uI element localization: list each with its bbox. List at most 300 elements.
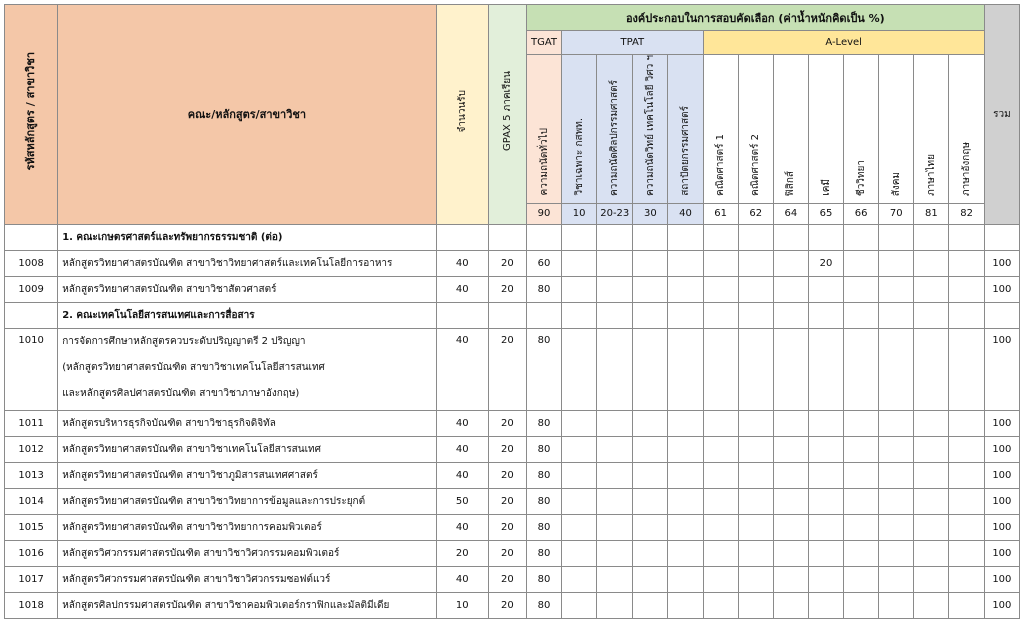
subject-header-7 <box>738 55 773 204</box>
program-name: หลักสูตรศิลปกรรมศาสตรบัณฑิต สาขาวิชาคอมพิวเตอร์กราฟิกและมัลติมีเดีย <box>58 592 436 618</box>
total-weight: 100 <box>984 410 1019 436</box>
subject-header-8 <box>773 55 808 204</box>
score-weight <box>773 566 808 592</box>
gpax-weight: 20 <box>488 540 526 566</box>
table-row <box>5 514 1020 540</box>
score-weight <box>668 514 703 540</box>
gpax-column-header <box>488 5 526 225</box>
total-weight: 100 <box>984 514 1019 540</box>
score-weight <box>668 462 703 488</box>
subject-code-2: 10 <box>562 203 597 224</box>
score-weight <box>808 436 843 462</box>
admission-count: 40 <box>436 328 488 410</box>
score-weight <box>562 514 597 540</box>
program-name: หลักสูตรวิทยาศาสตรบัณฑิต สาขาวิชาวิทยาการข้อมูลและการประยุกต์ <box>58 488 436 514</box>
total-weight: 100 <box>984 276 1019 302</box>
table-row <box>5 462 1020 488</box>
score-weight <box>949 514 984 540</box>
score-weight <box>844 276 879 302</box>
score-weight <box>773 250 808 276</box>
subject-label: ภาษาไทย <box>925 154 937 196</box>
subject-label: คณิตศาสตร์ 1 <box>715 134 727 196</box>
section-code-cell <box>5 224 58 250</box>
section-empty-cell <box>488 302 526 328</box>
subject-header-13 <box>949 55 984 204</box>
score-weight <box>668 566 703 592</box>
score-weight <box>738 410 773 436</box>
subject-label: เคมี <box>820 179 832 196</box>
total-weight: 100 <box>984 566 1019 592</box>
score-weight <box>773 436 808 462</box>
count-header-label: จำนวนรับ <box>456 89 468 133</box>
score-weight <box>773 540 808 566</box>
score-weight <box>597 250 633 276</box>
program-code: 1009 <box>5 276 58 302</box>
score-weight <box>914 514 949 540</box>
score-weight <box>879 436 914 462</box>
score-weight <box>879 488 914 514</box>
program-code: 1012 <box>5 436 58 462</box>
section-empty-cell <box>879 302 914 328</box>
subject-label: วิชาเฉพาะ กสพท. <box>573 118 585 196</box>
score-weight <box>633 514 668 540</box>
program-name: หลักสูตรวิศวกรรมศาสตรบัณฑิต สาขาวิชาวิศวกรรมซอฟต์แวร์ <box>58 566 436 592</box>
section-code-cell <box>5 302 58 328</box>
section-empty-cell <box>597 302 633 328</box>
score-weight <box>597 566 633 592</box>
score-weight <box>808 410 843 436</box>
subject-label: ความถนัดทั่วไป <box>538 128 550 196</box>
subject-code-10: 66 <box>844 203 879 224</box>
program-name <box>58 328 436 410</box>
section-empty-cell <box>844 302 879 328</box>
score-weight <box>773 514 808 540</box>
score-weight <box>703 462 738 488</box>
subject-header-1 <box>526 55 561 204</box>
score-weight: 80 <box>526 410 561 436</box>
score-weight <box>914 488 949 514</box>
score-weight <box>633 592 668 618</box>
total-weight: 100 <box>984 540 1019 566</box>
program-code: 1010 <box>5 328 58 410</box>
score-weight <box>808 566 843 592</box>
gpax-weight: 20 <box>488 592 526 618</box>
score-weight <box>562 462 597 488</box>
section-empty-cell <box>668 224 703 250</box>
score-weight <box>949 410 984 436</box>
score-weight <box>668 328 703 410</box>
score-weight <box>808 276 843 302</box>
score-weight <box>914 566 949 592</box>
section-empty-cell <box>633 224 668 250</box>
subject-header-6 <box>703 55 738 204</box>
gpax-weight: 20 <box>488 250 526 276</box>
program-code: 1011 <box>5 410 58 436</box>
score-weight <box>844 488 879 514</box>
score-weight <box>949 540 984 566</box>
section-empty-cell <box>773 302 808 328</box>
score-weight <box>949 566 984 592</box>
score-weight <box>633 410 668 436</box>
score-weight <box>597 540 633 566</box>
program-column-header: คณะ/หลักสูตร/สาขาวิชา <box>58 5 436 225</box>
score-weight <box>808 328 843 410</box>
score-weight <box>562 276 597 302</box>
score-weight <box>633 566 668 592</box>
program-name: หลักสูตรบริหารธุรกิจบัณฑิต สาขาวิชาธุรกิจดิจิทัล <box>58 410 436 436</box>
score-weight <box>633 436 668 462</box>
score-weight <box>562 566 597 592</box>
section-title: 1. คณะเกษตรศาสตร์และทรัพยากรธรรมชาติ (ต่อ) <box>58 224 436 250</box>
score-weight <box>808 592 843 618</box>
score-weight <box>633 488 668 514</box>
score-weight <box>914 328 949 410</box>
count-column-header <box>436 5 488 225</box>
program-code: 1018 <box>5 592 58 618</box>
table-row <box>5 436 1020 462</box>
score-weight <box>703 514 738 540</box>
score-weight <box>562 436 597 462</box>
section-empty-cell <box>984 224 1019 250</box>
subject-header-4 <box>633 55 668 204</box>
score-weight <box>668 410 703 436</box>
score-weight <box>668 250 703 276</box>
score-weight: 80 <box>526 276 561 302</box>
section-empty-cell <box>984 302 1019 328</box>
admission-count: 10 <box>436 592 488 618</box>
section-row <box>5 224 1020 250</box>
score-weight <box>844 592 879 618</box>
admission-count: 40 <box>436 436 488 462</box>
score-weight <box>844 462 879 488</box>
total-weight: 100 <box>984 592 1019 618</box>
subject-code-11: 70 <box>879 203 914 224</box>
score-weight <box>633 540 668 566</box>
score-weight <box>738 566 773 592</box>
score-weight <box>808 462 843 488</box>
score-weight <box>738 488 773 514</box>
score-weight: 80 <box>526 328 561 410</box>
section-empty-cell <box>526 302 561 328</box>
admission-table <box>4 4 1020 619</box>
admission-count: 20 <box>436 540 488 566</box>
score-weight <box>703 540 738 566</box>
section-empty-cell <box>633 302 668 328</box>
subject-code-13: 82 <box>949 203 984 224</box>
admission-count: 40 <box>436 410 488 436</box>
section-empty-cell <box>738 302 773 328</box>
table-row <box>5 250 1020 276</box>
score-weight <box>703 276 738 302</box>
gpax-weight: 20 <box>488 328 526 410</box>
section-empty-cell <box>773 224 808 250</box>
alevel-group-header: A-Level <box>703 31 984 55</box>
subject-label: สถาปัตยกรรมศาสตร์ <box>680 106 691 196</box>
subject-code-1: 90 <box>526 203 561 224</box>
table-row <box>5 276 1020 302</box>
score-weight <box>703 592 738 618</box>
score-weight <box>703 410 738 436</box>
subject-code-12: 81 <box>914 203 949 224</box>
subject-code-3: 20-23 <box>597 203 633 224</box>
score-weight <box>703 488 738 514</box>
score-weight <box>844 540 879 566</box>
total-weight: 100 <box>984 488 1019 514</box>
code-column-header <box>5 5 58 225</box>
score-weight <box>914 250 949 276</box>
score-weight <box>808 488 843 514</box>
score-weight <box>738 514 773 540</box>
score-weight <box>879 410 914 436</box>
score-weight <box>633 328 668 410</box>
score-weight <box>738 276 773 302</box>
program-name: หลักสูตรวิทยาศาสตรบัณฑิต สาขาวิชาวิทยาศาสตร์และเทคโนโลยีการอาหาร <box>58 250 436 276</box>
section-empty-cell <box>914 224 949 250</box>
subject-header-5 <box>668 55 703 204</box>
score-weight <box>949 488 984 514</box>
score-weight <box>633 462 668 488</box>
table-row <box>5 328 1020 410</box>
score-weight <box>738 462 773 488</box>
total-weight: 100 <box>984 328 1019 410</box>
gpax-weight: 20 <box>488 514 526 540</box>
table-row <box>5 566 1020 592</box>
subject-code-5: 40 <box>668 203 703 224</box>
score-weight <box>703 436 738 462</box>
total-weight: 100 <box>984 250 1019 276</box>
total-column-header: รวม <box>984 5 1019 225</box>
program-code: 1016 <box>5 540 58 566</box>
section-empty-cell <box>436 224 488 250</box>
score-weight <box>949 328 984 410</box>
subject-header-10 <box>844 55 879 204</box>
score-weight <box>879 514 914 540</box>
subject-label: ความถนัดวิทย์ เทคโนโลยี วิศว ฯ <box>644 55 656 196</box>
components-header: องค์ประกอบในการสอบคัดเลือก (ค่าน้ำหนักคิดเป็น %) <box>526 5 984 31</box>
section-empty-cell <box>808 224 843 250</box>
score-weight <box>597 410 633 436</box>
score-weight <box>597 514 633 540</box>
score-weight <box>738 328 773 410</box>
admission-count: 40 <box>436 566 488 592</box>
score-weight <box>562 540 597 566</box>
score-weight <box>668 592 703 618</box>
subject-header-9 <box>808 55 843 204</box>
score-weight <box>879 540 914 566</box>
admission-count: 40 <box>436 276 488 302</box>
subject-label: คณิตศาสตร์ 2 <box>750 134 762 196</box>
score-weight <box>844 410 879 436</box>
score-weight <box>633 250 668 276</box>
score-weight: 80 <box>526 540 561 566</box>
score-weight <box>738 250 773 276</box>
tgat-group-header: TGAT <box>526 31 561 55</box>
subject-code-9: 65 <box>808 203 843 224</box>
section-empty-cell <box>844 224 879 250</box>
program-code: 1017 <box>5 566 58 592</box>
subject-label: ภาษาอังกฤษ <box>961 141 973 196</box>
score-weight <box>949 436 984 462</box>
section-empty-cell <box>879 224 914 250</box>
program-name-line: การจัดการศึกษาหลักสูตรควบระดับปริญญาตรี 2 ปริญญา <box>62 335 306 347</box>
score-weight <box>879 276 914 302</box>
code-header-label: รหัสหลักสูตร / สาขาวิชา <box>24 51 38 171</box>
score-weight <box>668 436 703 462</box>
section-empty-cell <box>436 302 488 328</box>
score-weight <box>844 250 879 276</box>
subject-header-2 <box>562 55 597 204</box>
gpax-weight: 20 <box>488 410 526 436</box>
table-row <box>5 488 1020 514</box>
score-weight <box>562 410 597 436</box>
score-weight: 80 <box>526 566 561 592</box>
score-weight <box>844 436 879 462</box>
score-weight <box>668 488 703 514</box>
subject-header-3 <box>597 55 633 204</box>
score-weight <box>844 566 879 592</box>
section-empty-cell <box>949 302 984 328</box>
program-code: 1014 <box>5 488 58 514</box>
gpax-weight: 20 <box>488 462 526 488</box>
program-code: 1013 <box>5 462 58 488</box>
section-empty-cell <box>668 302 703 328</box>
admission-count: 40 <box>436 514 488 540</box>
score-weight <box>914 592 949 618</box>
score-weight <box>597 328 633 410</box>
score-weight <box>773 410 808 436</box>
score-weight <box>914 540 949 566</box>
score-weight <box>597 276 633 302</box>
subject-header-12 <box>914 55 949 204</box>
section-empty-cell <box>562 224 597 250</box>
section-empty-cell <box>562 302 597 328</box>
score-weight <box>668 276 703 302</box>
gpax-weight: 20 <box>488 488 526 514</box>
score-weight <box>808 540 843 566</box>
admission-count: 40 <box>436 462 488 488</box>
score-weight <box>844 328 879 410</box>
program-name: หลักสูตรวิทยาศาสตรบัณฑิต สาขาวิชาสัตวศาสตร์ <box>58 276 436 302</box>
score-weight <box>879 566 914 592</box>
section-row <box>5 302 1020 328</box>
section-title: 2. คณะเทคโนโลยีสารสนเทศและการสื่อสาร <box>58 302 436 328</box>
table-row <box>5 540 1020 566</box>
program-name: หลักสูตรวิทยาศาสตรบัณฑิต สาขาวิชาเทคโนโลยีสารสนเทศ <box>58 436 436 462</box>
score-weight <box>738 540 773 566</box>
program-name-line: (หลักสูตรวิทยาศาสตรบัณฑิต สาขาวิชาเทคโนโลยีสารสนเทศ <box>62 361 325 373</box>
total-weight: 100 <box>984 436 1019 462</box>
score-weight: 80 <box>526 436 561 462</box>
score-weight <box>914 462 949 488</box>
program-code: 1008 <box>5 250 58 276</box>
program-code: 1015 <box>5 514 58 540</box>
score-weight <box>808 514 843 540</box>
table-row <box>5 410 1020 436</box>
total-weight: 100 <box>984 462 1019 488</box>
score-weight <box>597 488 633 514</box>
score-weight <box>773 276 808 302</box>
score-weight <box>562 488 597 514</box>
section-empty-cell <box>703 224 738 250</box>
score-weight: 80 <box>526 514 561 540</box>
score-weight <box>562 250 597 276</box>
score-weight <box>773 592 808 618</box>
score-weight <box>949 592 984 618</box>
score-weight <box>703 566 738 592</box>
subject-label: สังคม <box>890 171 902 196</box>
subject-code-8: 64 <box>773 203 808 224</box>
section-empty-cell <box>808 302 843 328</box>
section-empty-cell <box>526 224 561 250</box>
subject-code-4: 30 <box>633 203 668 224</box>
tpat-group-header: TPAT <box>562 31 704 55</box>
section-empty-cell <box>488 224 526 250</box>
section-empty-cell <box>914 302 949 328</box>
table-row <box>5 592 1020 618</box>
program-name: หลักสูตรวิทยาศาสตรบัณฑิต สาขาวิชาวิทยาการคอมพิวเตอร์ <box>58 514 436 540</box>
program-name-line: และหลักสูตรศิลปศาสตรบัณฑิต สาขาวิชาภาษาอังกฤษ) <box>62 387 300 399</box>
score-weight <box>562 592 597 618</box>
score-weight <box>773 462 808 488</box>
score-weight <box>879 328 914 410</box>
score-weight <box>914 276 949 302</box>
score-weight <box>668 540 703 566</box>
gpax-header-label: GPAX 5 ภาคเรียน <box>501 71 513 151</box>
score-weight <box>597 592 633 618</box>
score-weight <box>949 276 984 302</box>
section-empty-cell <box>738 224 773 250</box>
score-weight <box>949 462 984 488</box>
subject-header-11 <box>879 55 914 204</box>
score-weight <box>738 436 773 462</box>
section-empty-cell <box>949 224 984 250</box>
score-weight <box>597 462 633 488</box>
score-weight <box>914 410 949 436</box>
score-weight: 80 <box>526 462 561 488</box>
subject-code-6: 61 <box>703 203 738 224</box>
score-weight <box>949 250 984 276</box>
score-weight: 20 <box>808 250 843 276</box>
score-weight <box>773 328 808 410</box>
score-weight <box>879 592 914 618</box>
subject-code-7: 62 <box>738 203 773 224</box>
score-weight <box>879 462 914 488</box>
score-weight <box>703 250 738 276</box>
gpax-weight: 20 <box>488 566 526 592</box>
score-weight <box>879 250 914 276</box>
program-name: หลักสูตรวิศวกรรมศาสตรบัณฑิต สาขาวิชาวิศวกรรมคอมพิวเตอร์ <box>58 540 436 566</box>
score-weight <box>773 488 808 514</box>
section-empty-cell <box>703 302 738 328</box>
subject-label: ชีววิทยา <box>855 159 867 196</box>
score-weight <box>844 514 879 540</box>
section-empty-cell <box>597 224 633 250</box>
admission-count: 50 <box>436 488 488 514</box>
score-weight <box>562 328 597 410</box>
gpax-weight: 20 <box>488 276 526 302</box>
subject-label: ความถนัดศิลปกรรมศาสตร์ <box>609 79 621 196</box>
score-weight <box>703 328 738 410</box>
score-weight <box>738 592 773 618</box>
score-weight: 80 <box>526 592 561 618</box>
score-weight <box>597 436 633 462</box>
score-weight <box>914 436 949 462</box>
subject-label: ฟิสิกส์ <box>785 170 797 196</box>
score-weight <box>633 276 668 302</box>
admission-count: 40 <box>436 250 488 276</box>
gpax-weight: 20 <box>488 436 526 462</box>
score-weight: 60 <box>526 250 561 276</box>
